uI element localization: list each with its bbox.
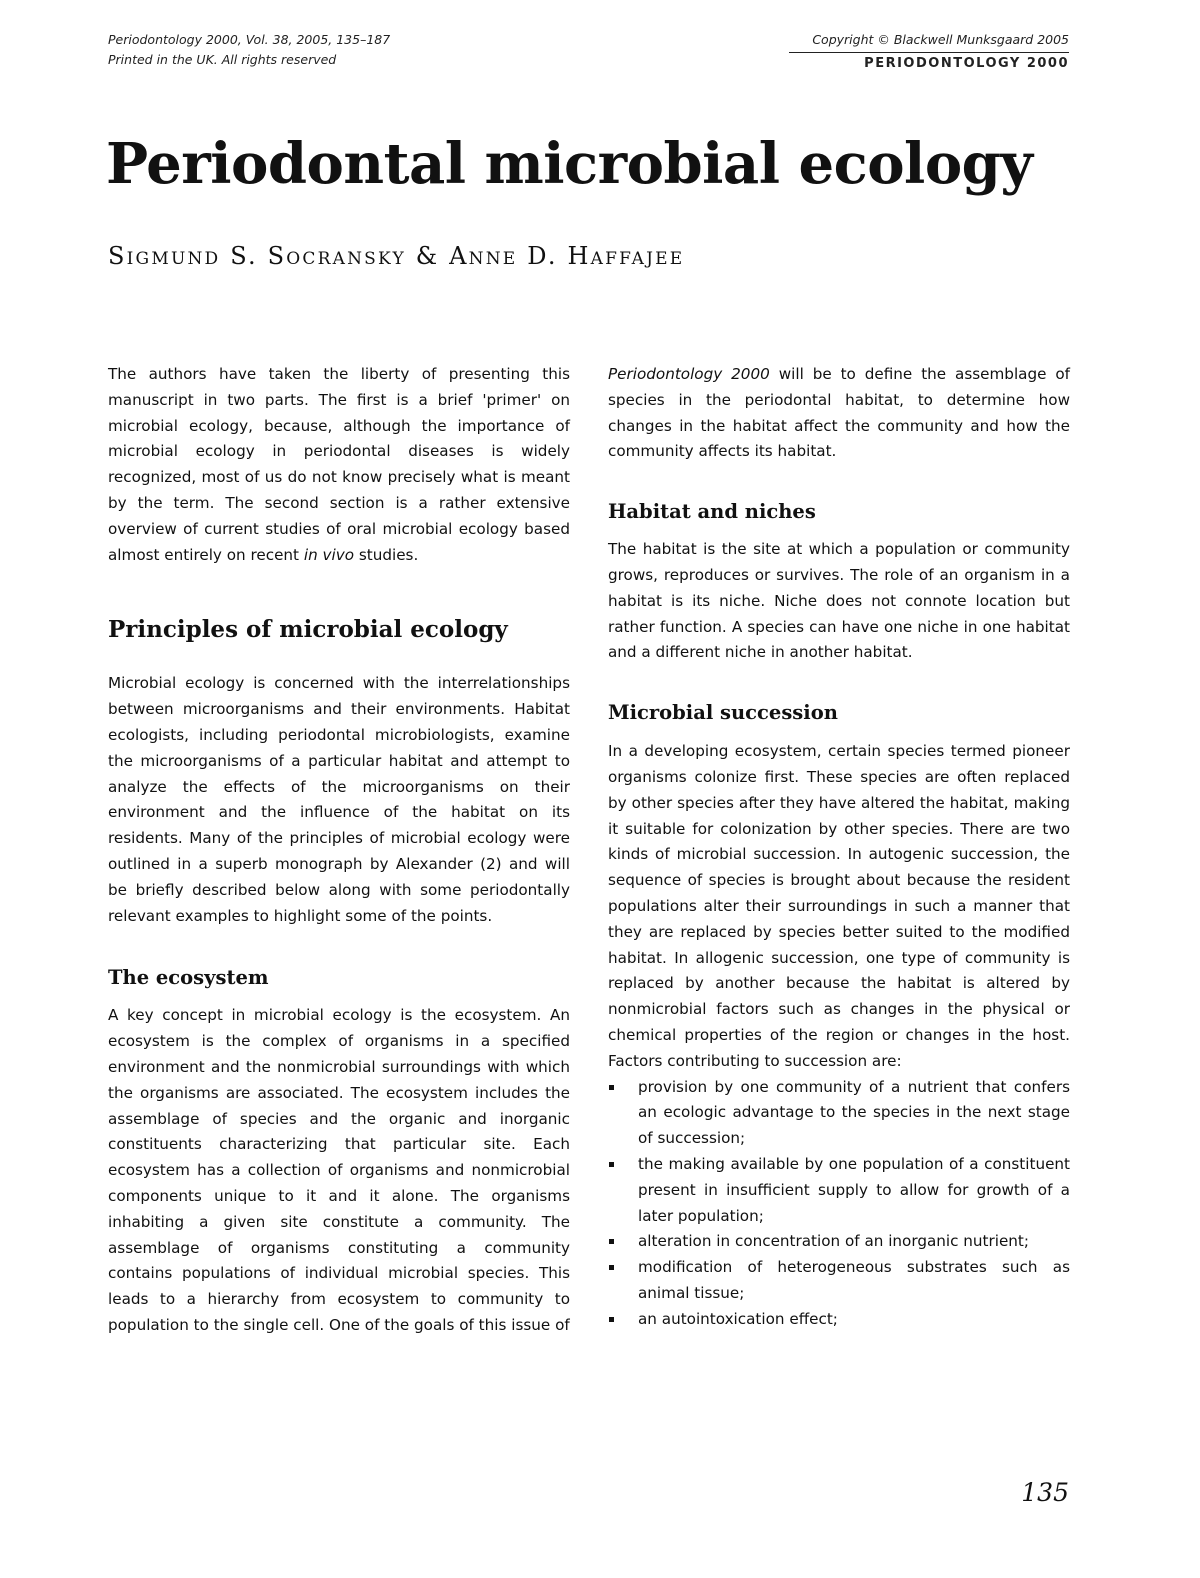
succession-factors-list — [608, 1075, 1070, 1333]
header-rule — [789, 52, 1069, 53]
page-number: 135 — [1021, 1478, 1069, 1507]
bullet-icon — [609, 1162, 614, 1167]
subheading-succession: Microbial succession — [608, 701, 838, 725]
list-item-text: the making available by one population of a constituent present in insufficient supply to allow for growth of a later population; — [638, 1154, 1070, 1225]
list-item-text: an autointoxication effect; — [638, 1309, 838, 1328]
ecosystem-paragraph: A key concept in microbial ecology is the ecosystem. An ecosystem is the complex of organisms in a specified environment and the nonmicrobial surroundings with which the organisms are associated. The ecosystem includes the assemblage of species and the organic and inorganic constituents characterizing that particular site. Each ecosystem has a collection of organisms and nonmicrobial components unique to it and it alone. The organisms inhabiting a given site constitute a community. The assemblage of organisms constituting a community contains populations of individual microbial species. This leads to a hierarchy from ecosystem to community to population to the single cell. One of the goals of this issue of — [108, 1006, 570, 1334]
running-header-left — [108, 30, 390, 70]
intro-text-end: studies. — [358, 545, 419, 564]
right-column — [608, 362, 1070, 1333]
succession-paragraph: In a developing ecosystem, certain species termed pioneer organisms colonize first. These species are often replaced by other species after they have altered the habitat, making it suitable for colonization by other species. There are two kinds of microbial succession. In autogenic succession, the sequence of species is brought about because the resident populations alter their surroundings in such a manner that they are replaced by species better suited to the modified habitat. In allogenic succession, one type of community is replaced by another because the habitat is altered by nonmicrobial factors such as changes in the physical or chemical properties of the region or changes in the host. Factors contributing to succession are: — [608, 742, 1070, 1070]
principles-paragraph: Microbial ecology is concerned with the interrelationships between microorganisms and their environments. Habitat ecologists, including periodontal microbiologists, examine the microorganisms of a particular habitat and attempt to analyze the effects of the microorganisms on their environment and the influence of the habitat on its residents. Many of the principles of microbial ecology were outlined in a superb monograph by Alexander (2) and will be briefly described below along with some periodontally relevant examples to highlight some of the points. — [108, 674, 570, 925]
left-column — [108, 362, 570, 1339]
continued-paragraph — [608, 362, 1070, 465]
continued-text: will be to define the assemblage of species in the periodontal habitat, to determine how changes in the habitat affect the community and how the community affects its habitat. — [608, 365, 1071, 461]
list-item — [608, 1075, 1070, 1152]
journal-italic-ref: Periodontology 2000 — [608, 365, 770, 383]
citation-line: Periodontology 2000, Vol. 38, 2005, 135–187 — [108, 32, 391, 47]
habitat-paragraph: The habitat is the site at which a population or community grows, reproduces or survives. The role of an organism in a habitat is its niche. Niche does not connote location but rather function. A species can have one niche in one habitat and a different niche in another habitat. — [608, 540, 1070, 662]
list-item — [608, 1307, 1070, 1333]
bullet-icon — [609, 1317, 614, 1322]
list-item — [608, 1152, 1070, 1229]
list-item-text: provision by one community of a nutrient that confers an ecologic advantage to the species in the next stage of succession; — [638, 1077, 1070, 1148]
bullet-icon — [609, 1239, 614, 1244]
intro-paragraph — [108, 362, 570, 568]
list-item-text: alteration in concentration of an inorganic nutrient; — [638, 1232, 1030, 1251]
copyright-line: Copyright © Blackwell Munksgaard 2005 — [812, 32, 1069, 47]
subheading-habitat: Habitat and niches — [608, 500, 816, 524]
list-item — [608, 1229, 1070, 1255]
article-title: Periodontal microbial ecology — [106, 131, 1033, 197]
bullet-icon — [609, 1265, 614, 1270]
journal-name: PERIODONTOLOGY 2000 — [864, 56, 1069, 71]
running-header-right — [789, 30, 1069, 74]
printed-line: Printed in the UK. All rights reserved — [108, 52, 337, 67]
list-item — [608, 1255, 1070, 1307]
intro-italic-term: in vivo — [303, 545, 355, 564]
list-item-text: modification of heterogeneous substrates such as animal tissue; — [638, 1258, 1070, 1302]
subheading-ecosystem: The ecosystem — [108, 966, 269, 990]
section-heading-principles: Principles of microbial ecology — [108, 616, 508, 644]
article-authors: Sigmund S. Socransky & Anne D. Haffajee — [108, 242, 685, 270]
intro-text: The authors have taken the liberty of presenting this manuscript in two parts. The first is a brief 'primer' on microbial ecology, because, although the importance of microbial ecology in periodontal diseases is widely recognized, most of us do not know precisely what is meant by the term. The second section is a rather extensive overview of current studies of oral microbial ecology based almost entirely on recent — [108, 365, 570, 564]
bullet-icon — [609, 1085, 614, 1090]
